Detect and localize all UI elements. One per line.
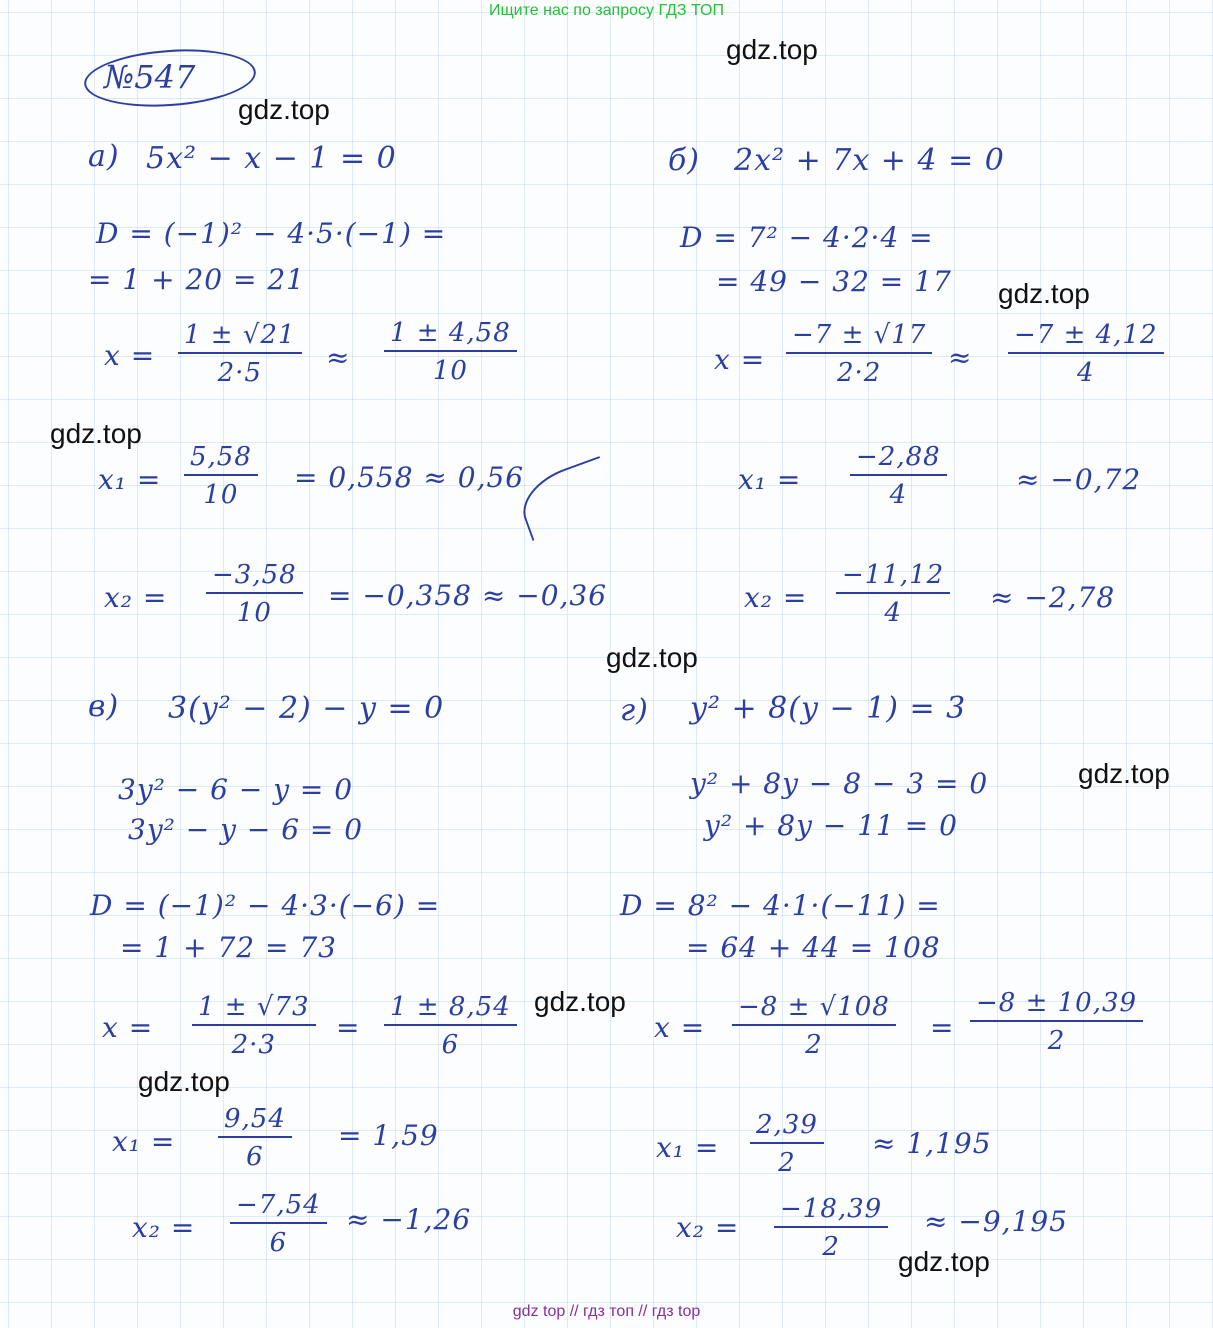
part-g-x2-result: ≈ −9,195: [924, 1205, 1068, 1238]
part-g-line1: y² + 8y − 8 − 3 = 0: [690, 767, 989, 800]
part-g-discriminant: D = 8² − 4·1·(−11) =: [620, 889, 941, 922]
part-b-label: б): [668, 143, 701, 178]
part-a-x1-lhs: x₁ =: [98, 463, 162, 496]
part-v-x1-lhs: x₁ =: [112, 1125, 176, 1158]
part-a-discriminant-value: = 1 + 20 = 21: [88, 263, 305, 296]
numerator: −8 ± 10,39: [970, 990, 1143, 1022]
part-b-x2-result: ≈ −2,78: [990, 581, 1116, 614]
part-g-root-fraction-approx: [970, 990, 1143, 1054]
part-v-x2-lhs: x₂ =: [132, 1211, 196, 1244]
watermark: gdz.top: [138, 1066, 230, 1097]
part-a-x1-result: = 0,558 ≈ 0,56: [294, 461, 525, 494]
denominator: 6: [269, 1228, 288, 1258]
part-a-root-fraction-approx: [384, 320, 517, 384]
watermark: gdz.top: [606, 642, 698, 673]
numerator: −7 ± √17: [786, 322, 932, 354]
denominator: 2: [822, 1232, 840, 1262]
part-v-line1: 3y² − 6 − y = 0: [118, 773, 354, 806]
numerator: 1 ± 4,58: [384, 320, 517, 352]
part-b-discriminant: D = 7² − 4·2·4 =: [680, 221, 934, 254]
part-v-label: в): [88, 689, 120, 724]
part-a-discriminant: D = (−1)² − 4·5·(−1) =: [96, 217, 447, 250]
part-g-discriminant-value: = 64 + 44 = 108: [686, 931, 941, 964]
part-b-x1-lhs: x₁ =: [738, 463, 802, 496]
numerator: 9,54: [218, 1106, 292, 1138]
search-banner: Ищите нас по запросу ГДЗ ТОП: [489, 2, 724, 19]
part-v-x1-result: = 1,59: [338, 1119, 439, 1152]
denominator: 4: [1077, 358, 1095, 388]
equals-sign: =: [336, 1011, 361, 1044]
check-mark: [513, 456, 619, 541]
part-a-x2-lhs: x₂ =: [104, 581, 168, 614]
denominator: 2·3: [231, 1030, 276, 1060]
part-b-equation: 2x² + 7x + 4 = 0: [734, 143, 1005, 178]
part-v-x1-fraction: [218, 1106, 292, 1170]
watermark: gdz.top: [726, 34, 818, 65]
numerator: −2,88: [850, 444, 947, 476]
approx-sign: ≈: [948, 341, 973, 374]
problem-number: №547: [104, 58, 196, 96]
part-v-x2-fraction: [230, 1192, 327, 1256]
part-g-x1-lhs: x₁ =: [656, 1131, 720, 1164]
numerator: −18,39: [774, 1196, 888, 1228]
part-g-root-fraction: [732, 994, 896, 1058]
part-b-x1-fraction: [850, 444, 947, 508]
part-v-root-fraction-approx: [384, 994, 517, 1058]
part-v-root-fraction: [192, 994, 316, 1058]
part-a-x2-fraction: [206, 562, 303, 626]
denominator: 4: [884, 598, 902, 628]
numerator: −8 ± √108: [732, 994, 896, 1026]
approx-sign: ≈: [326, 341, 351, 374]
part-a-x2-result: = −0,358 ≈ −0,36: [328, 579, 608, 612]
denominator: 4: [889, 480, 908, 510]
denominator: 2·2: [836, 358, 882, 388]
denominator: 2: [805, 1030, 823, 1060]
numerator: −11,12: [836, 562, 950, 594]
watermark: gdz.top: [534, 986, 626, 1017]
part-b-root-fraction: [786, 322, 932, 386]
denominator: 2·5: [217, 358, 262, 388]
part-v-discriminant-value: = 1 + 72 = 73: [120, 931, 337, 964]
part-b-x2-fraction: [836, 562, 950, 626]
numerator: −7,54: [230, 1192, 327, 1224]
part-g-equation: y² + 8(y − 1) = 3: [690, 691, 967, 726]
part-g-label: г): [620, 693, 649, 728]
numerator: 5,58: [184, 444, 258, 476]
part-g-x1-fraction: [750, 1112, 824, 1176]
part-b-x2-lhs: x₂ =: [744, 581, 808, 614]
watermark: gdz.top: [898, 1246, 990, 1277]
numerator: −7 ± 4,12: [1008, 322, 1164, 354]
denominator: 6: [441, 1030, 460, 1060]
watermark: gdz.top: [1078, 758, 1170, 789]
denominator: 6: [246, 1142, 264, 1172]
part-g-x2-fraction: [774, 1196, 888, 1260]
part-a-x-lhs: x =: [104, 339, 156, 372]
watermark: gdz.top: [50, 418, 142, 449]
part-g-x1-result: ≈ 1,195: [872, 1127, 992, 1160]
numerator: −3,58: [206, 562, 303, 594]
part-g-line2: y² + 8y − 11 = 0: [704, 809, 958, 842]
numerator: 1 ± √21: [178, 322, 302, 354]
part-v-equation: 3(y² − 2) − y = 0: [168, 691, 445, 726]
denominator: 10: [236, 598, 272, 628]
watermark: gdz.top: [998, 278, 1090, 309]
denominator: 2: [1047, 1026, 1066, 1056]
part-a-x1-fraction: [184, 444, 258, 508]
part-v-x-lhs: x =: [102, 1011, 154, 1044]
numerator: 1 ± √73: [192, 994, 316, 1026]
footer-links: gdz top // гдз топ // гдз top: [512, 1303, 701, 1320]
part-g-x2-lhs: x₂ =: [676, 1211, 740, 1244]
numerator: 2,39: [750, 1112, 824, 1144]
part-a-equation: 5x² − x − 1 = 0: [146, 141, 397, 176]
part-v-line2: 3y² − y − 6 = 0: [128, 813, 364, 846]
part-a-root-fraction: [178, 322, 302, 386]
part-g-x-lhs: x =: [654, 1011, 706, 1044]
part-a-label: а): [88, 139, 120, 174]
part-v-x2-result: ≈ −1,26: [346, 1203, 472, 1236]
part-v-discriminant: D = (−1)² − 4·3·(−6) =: [90, 889, 441, 922]
numerator: 1 ± 8,54: [384, 994, 517, 1026]
watermark: gdz.top: [238, 94, 330, 125]
equals-sign: =: [930, 1011, 955, 1044]
denominator: 2: [778, 1148, 796, 1178]
part-b-discriminant-value: = 49 − 32 = 17: [716, 265, 952, 298]
part-b-x-lhs: x =: [714, 343, 766, 376]
part-b-x1-result: ≈ −0,72: [1016, 463, 1142, 496]
denominator: 10: [432, 356, 468, 386]
denominator: 10: [203, 480, 239, 510]
part-b-root-fraction-approx: [1008, 322, 1164, 386]
